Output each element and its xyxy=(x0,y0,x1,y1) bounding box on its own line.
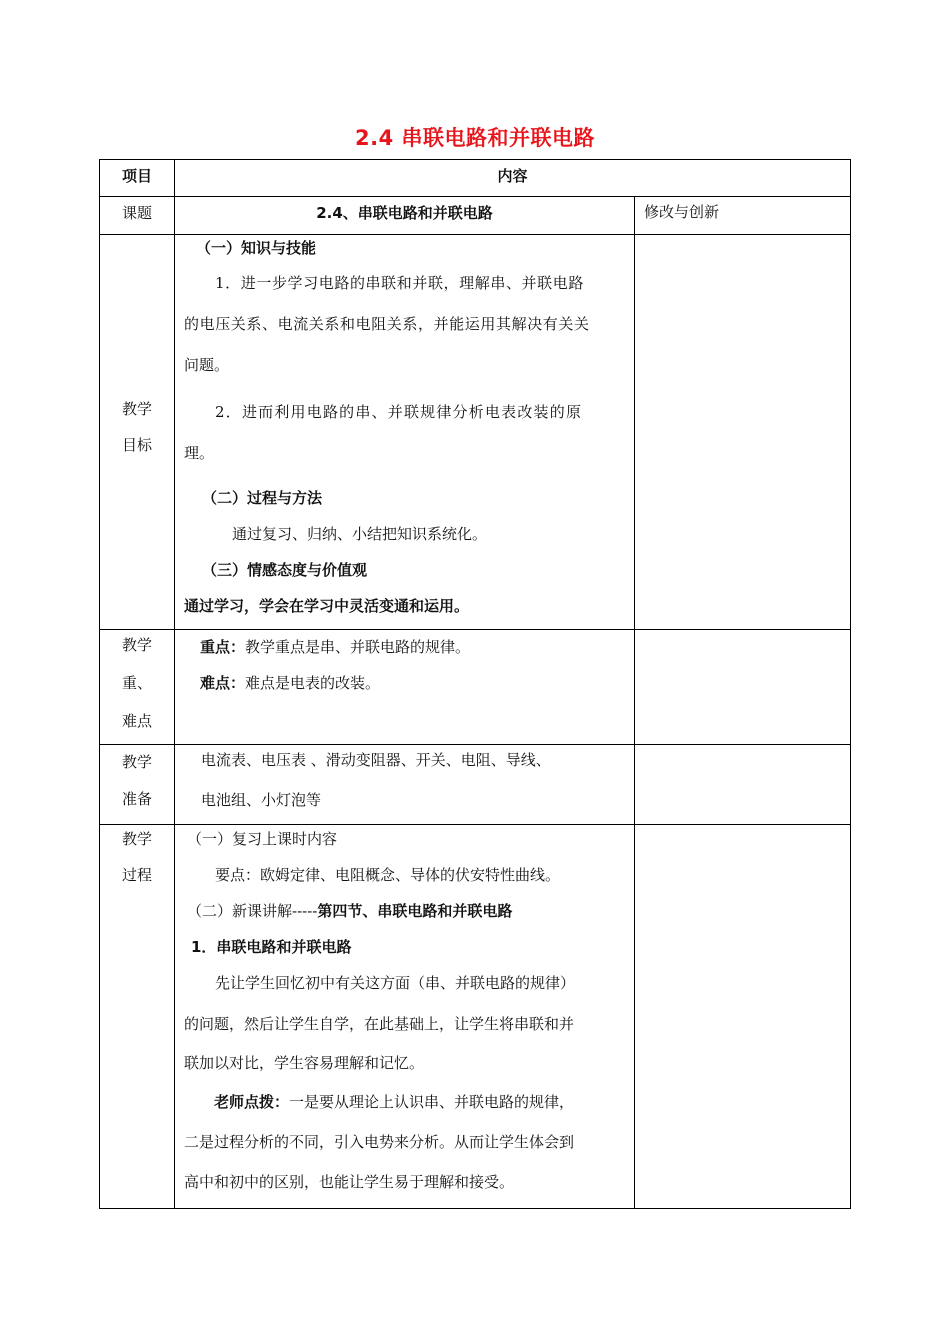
process-text-line: 二是过程分析的不同，引入电势来分析。从而让学生体会到 xyxy=(184,1133,575,1151)
process-text-line xyxy=(187,901,512,921)
table-rule xyxy=(99,824,851,825)
table-column-divider xyxy=(174,159,175,1209)
keypoints-label: 难点 xyxy=(121,712,152,730)
table-rule xyxy=(99,196,851,197)
page-title: 2.4 串联电路和并联电路 xyxy=(354,126,595,150)
goal-text-line: 通过复习、归纳、小结把知识系统化。 xyxy=(232,525,488,543)
goals-label: 目标 xyxy=(121,436,152,454)
topic-label: 课题 xyxy=(121,204,152,222)
process-text-line: （一）复习上课时内容 xyxy=(187,830,338,848)
difficult-point-text: 难点是电表的改装。 xyxy=(245,674,381,692)
goals-label: 教学 xyxy=(121,400,152,418)
table-border-bottom xyxy=(99,1208,851,1209)
prep-text-line: 电流表、电压表 、滑动变阻器、开关、电阻、导线、 xyxy=(201,751,551,769)
teacher-tip xyxy=(214,1092,574,1112)
process-label: 过程 xyxy=(121,866,152,884)
goal-text-line: 1．进一步学习电路的串联和并联，理解串、并联电路 xyxy=(215,274,584,292)
process-label: 教学 xyxy=(121,830,152,848)
goal-text-line: 通过学习，学会在学习中灵活变通和运用。 xyxy=(184,597,470,615)
key-point xyxy=(200,637,470,657)
topic-value: 2.4、串联电路和并联电路 xyxy=(316,204,493,222)
table-rule xyxy=(99,629,851,630)
keypoints-label: 教学 xyxy=(121,636,152,654)
process-text-line: 联加以对比，学生容易理解和记忆。 xyxy=(184,1054,425,1072)
process-subsection-title: 第四节、串联电路和并联电路 xyxy=(317,902,513,920)
key-point-text: 教学重点是串、并联电路的规律。 xyxy=(245,638,471,656)
goal-text-line: 2．进而利用电路的串、并联规律分析电表改装的原 xyxy=(215,403,583,421)
prep-label: 准备 xyxy=(121,790,152,808)
table-border-right xyxy=(850,159,851,1209)
process-text-line: 先让学生回忆初中有关这方面（串、并联电路的规律） xyxy=(215,974,576,992)
difficult-point xyxy=(200,673,380,693)
goal-text-line: 理。 xyxy=(184,444,215,462)
key-point-label: 重点： xyxy=(200,638,246,656)
table-rule xyxy=(99,744,851,745)
teacher-tip-text: 一是要从理论上认识串、并联电路的规律， xyxy=(289,1093,575,1111)
table-border-top xyxy=(99,159,851,160)
process-text-line: 高中和初中的区别，也能让学生易于理解和接受。 xyxy=(184,1173,515,1191)
table-column-divider xyxy=(634,196,635,1209)
process-text-line: 要点：欧姆定律、电阻概念、导体的伏安特性曲线。 xyxy=(215,866,561,884)
notes-column-label: 修改与创新 xyxy=(644,203,720,221)
table-rule xyxy=(99,234,851,235)
section-heading: （二）过程与方法 xyxy=(202,489,323,507)
header-content-label: 内容 xyxy=(497,167,528,185)
teacher-tip-label: 老师点拨： xyxy=(214,1093,290,1111)
process-text-line: 的问题，然后让学生自学，在此基础上，让学生将串联和并 xyxy=(184,1015,575,1033)
header-item-label: 项目 xyxy=(121,167,152,185)
goal-text-line: 问题。 xyxy=(184,356,230,374)
goal-text-line: 的电压关系、电流关系和电阻关系，并能运用其解决有关关 xyxy=(184,315,590,333)
prep-label: 教学 xyxy=(121,753,152,771)
difficult-point-label: 难点： xyxy=(200,674,246,692)
process-heading: 1．串联电路和并联电路 xyxy=(191,938,352,956)
prep-text-line: 电池组、小灯泡等 xyxy=(201,791,322,809)
section-heading: （三）情感态度与价值观 xyxy=(202,561,368,579)
section-heading: （一）知识与技能 xyxy=(196,239,317,257)
process-subsection-prefix: （二）新课讲解----- xyxy=(187,902,318,920)
keypoints-label: 重、 xyxy=(121,674,152,692)
